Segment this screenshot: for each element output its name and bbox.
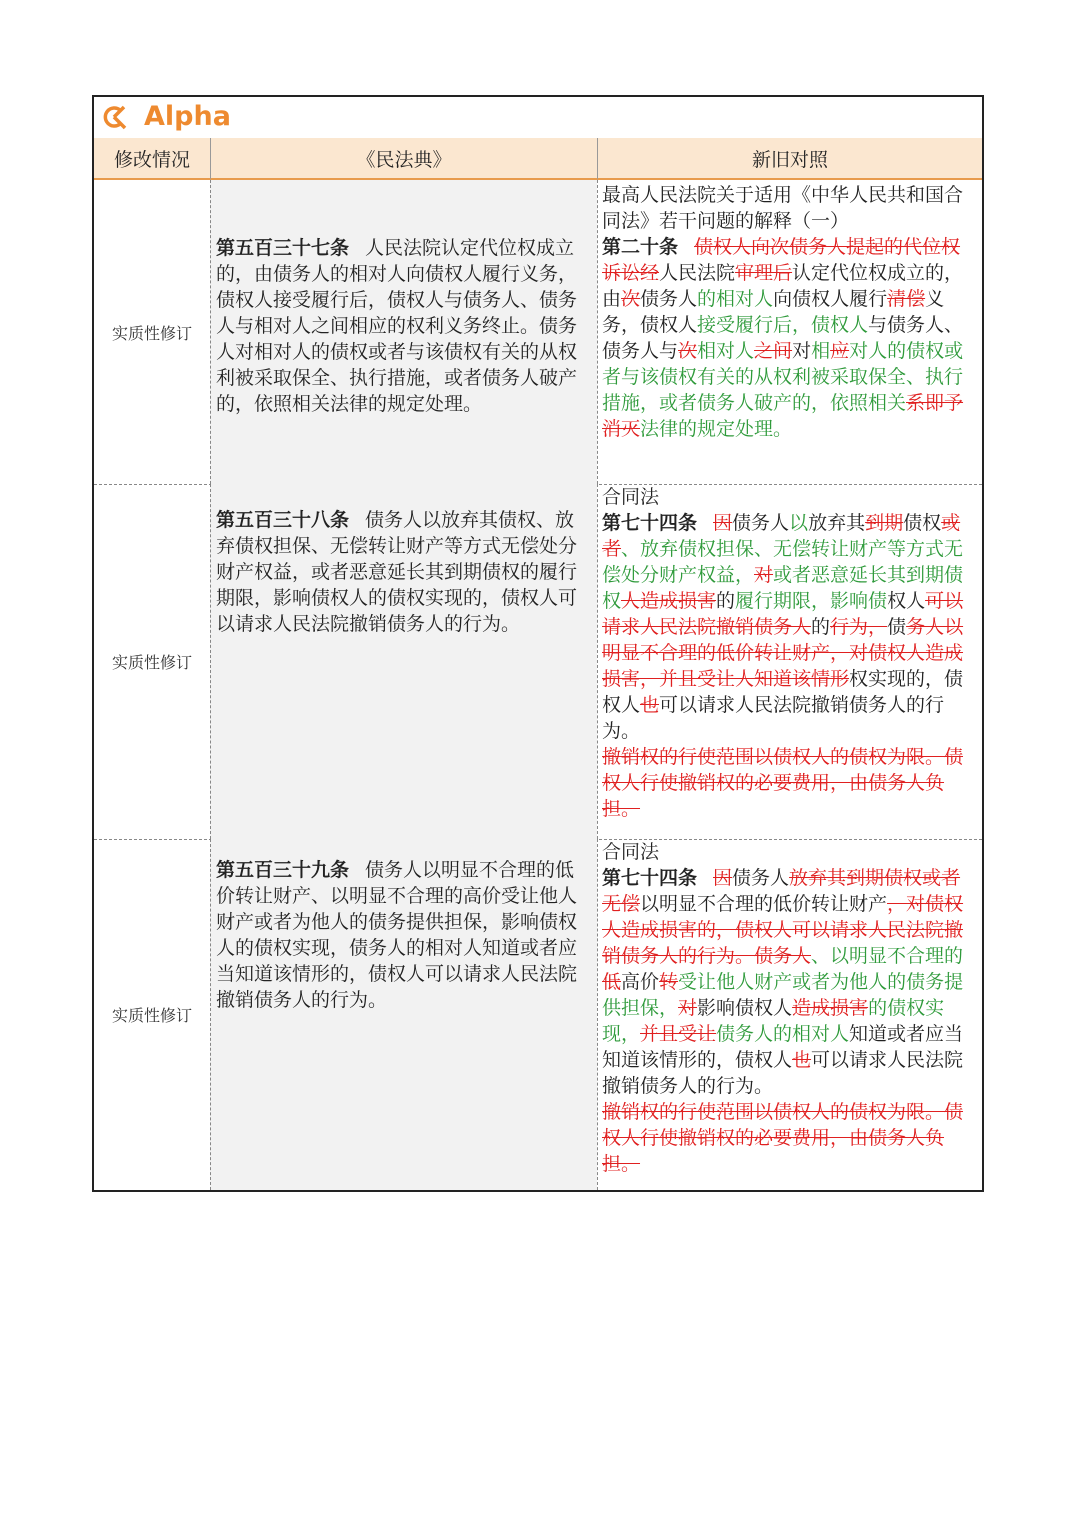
brand-bar <box>94 97 982 139</box>
deleted-text: 次 <box>678 340 698 362</box>
deleted-text: 对 <box>678 997 698 1019</box>
added-text: 相对人 <box>697 340 755 362</box>
header-civil-code: 《民法典》 <box>210 138 597 180</box>
added-text: 他人财产或者为他人的债务提供担保， <box>602 971 964 1019</box>
comparison-table <box>92 95 984 1192</box>
deleted-text: 造成损害 <box>792 997 869 1019</box>
old-article-number: 第七十四条 <box>602 867 698 889</box>
status-cell: 实质性修订 <box>111 1006 192 1025</box>
unchanged-text: 的 <box>716 590 736 612</box>
unchanged-text: 债务人 <box>732 867 790 889</box>
unchanged-text: 可以请求人民法院撤销债务人的行为。 <box>602 1049 964 1097</box>
status-cell: 实质性修订 <box>111 653 192 672</box>
article-text: 债务人以放弃其债权、放弃债权担保、无偿转让财产等方式无偿处分财产权益，或者恶意延长其到期债权的履行期限，影响债权人的债权实现的，债权人可以请求人民法院撤销债务人的行为。 <box>216 509 578 635</box>
deleted-text: 人造成损害 <box>621 590 717 612</box>
deleted-text: 撤销权的行使范围以债权人的债权为限。债权人行使撤销权的必要费用，由债务人负担。 <box>602 746 964 820</box>
added-text: 对人 <box>849 340 888 362</box>
header-comparison: 新旧对照 <box>597 138 982 180</box>
unchanged-text: 人民法院 <box>659 262 736 284</box>
deleted-text: 转 <box>659 971 679 993</box>
source-title: 合同法 <box>602 486 660 508</box>
added-text: 相 <box>811 340 831 362</box>
added-text: 的债权实现， <box>602 997 945 1045</box>
table-row <box>94 839 982 1190</box>
unchanged-text: 可以请求人民法院撤销债务人的行为。 <box>602 694 945 742</box>
civil-code-cell <box>210 484 597 839</box>
unchanged-text: 债 <box>887 616 907 638</box>
added-text: 或者恶意延长其 <box>773 564 907 586</box>
old-article-number: 第二十条 <box>602 236 679 258</box>
unchanged-text: 债务人 <box>732 512 790 534</box>
unchanged-text: 高价 <box>621 971 660 993</box>
added-text: 到期债权 <box>602 564 964 612</box>
article-text: 人民法院认定代位权成立的，由债务人的相对人向债权人履行义务，债权人接受履行后，债权人与债务人、债务人与相对人之间相应的权利义务终止。债务人对相对人的债权或者与该债权有关的从权利被采取保全、执行措施，或者债务人破产的，依照相关法律的规定处理。 <box>216 237 578 415</box>
deleted-text: 撤销权的行使范围以债权人的债权为限。债权人行使撤销权的必要费用，由债务人负担。 <box>602 1101 964 1175</box>
unchanged-text: 债务人 <box>640 288 698 310</box>
unchanged-text: 权实现的，债权人 <box>602 668 964 716</box>
added-text: 债务人的相对人 <box>716 1023 850 1045</box>
deleted-text: 清偿 <box>887 288 926 310</box>
deleted-text: 也 <box>792 1049 812 1071</box>
deleted-text: 也 <box>640 694 660 716</box>
status-cell: 实质性修订 <box>111 323 192 343</box>
deleted-text: 可以请求人民法院撤销债务人 <box>602 590 964 638</box>
added-text: 的债权或者与该债权有关的从权利被采取保全、执行措施，或者债务人破产的，依照相关 <box>602 340 964 414</box>
unchanged-text: 认定代位权成立的，由 <box>602 262 964 310</box>
deleted-text: 低 <box>602 971 622 993</box>
old-article-number: 第七十四条 <box>602 512 698 534</box>
unchanged-text: 向债权人履行 <box>773 288 888 310</box>
deleted-text: 之间 <box>754 340 793 362</box>
deleted-text: 并且受让 <box>640 1023 717 1045</box>
added-text: 法律的规定处理。 <box>640 418 793 440</box>
deleted-text: 务人以明显不合理的低价转让财产，对债权人造成损害，并且受让人知道该情形 <box>602 616 964 690</box>
deleted-text: 因 <box>713 512 733 534</box>
unchanged-text: 知道或者应当知道该情形的，债权人 <box>602 1023 964 1071</box>
added-text: 以 <box>789 512 809 534</box>
deleted-text: 债权人向次债务人提起的代位权诉讼经 <box>602 236 961 284</box>
civil-code-cell <box>210 180 597 484</box>
unchanged-text: 放弃其 <box>808 512 866 534</box>
article-number: 第五百三十八条 <box>216 509 350 531</box>
added-text: 受让 <box>678 971 717 993</box>
deleted-text: 或者 <box>602 512 961 560</box>
comparison-cell <box>597 839 982 1190</box>
unchanged-text: 权人 <box>887 590 926 612</box>
unchanged-text: 与债务人、债务人与 <box>602 314 964 362</box>
table-row <box>94 484 982 840</box>
deleted-text: 次 <box>621 288 641 310</box>
deleted-text: 应 <box>830 340 850 362</box>
article-text: 债务人以明显不合理的低价转让财产、以明显不合理的高价受让他人财产或者为他人的债务提供担保，影响债权人的债权实现，债务人的相对人知道或者应当知道该情形的，债权人可以请求人民法院撤销债务人的行为。 <box>216 859 578 1011</box>
added-text: 、放弃债权担保、无偿转让财产 <box>621 538 888 560</box>
added-text: 接受履行后，债权人 <box>697 314 869 336</box>
added-text: 等方式无偿处分财产权益， <box>602 538 964 586</box>
civil-code-cell <box>210 839 597 1190</box>
unchanged-text: 义务，债权人 <box>602 288 945 336</box>
deleted-text: 对 <box>754 564 774 586</box>
source-title: 合同法 <box>602 841 660 863</box>
added-text: 、以明显不合理的 <box>811 945 964 967</box>
comparison-cell <box>597 484 982 839</box>
deleted-text: 系即予消灭 <box>602 392 964 440</box>
added-text: 的相对人 <box>697 288 774 310</box>
deleted-text: 因 <box>713 867 733 889</box>
unchanged-text: 的 <box>811 616 831 638</box>
unchanged-text: 影响债权人 <box>697 997 793 1019</box>
added-text: 履行期限，影响债 <box>735 590 888 612</box>
unchanged-text: 对 <box>792 340 812 362</box>
unchanged-text: 以明显不合理的低价转让财产 <box>640 893 888 915</box>
comparison-cell <box>597 180 982 484</box>
deleted-text: 到期 <box>865 512 904 534</box>
table-row <box>94 180 982 485</box>
deleted-text: ，对债权人造成损害的，债权人可以请求人民法院撤销债务人的行为。债务人 <box>602 893 964 967</box>
deleted-text: 放弃其到期债权或者无偿 <box>602 867 961 915</box>
deleted-text: 审理后 <box>735 262 793 284</box>
article-number: 第五百三十九条 <box>216 859 350 881</box>
brand-name: Alpha <box>144 101 231 132</box>
source-title: 最高人民法院关于适用《中华人民共和国合同法》若干问题的解释（一） <box>602 184 964 232</box>
header-status: 修改情况 <box>94 138 210 180</box>
deleted-text: 行为， <box>830 616 888 638</box>
unchanged-text: 债权 <box>903 512 942 534</box>
article-number: 第五百三十七条 <box>216 237 350 259</box>
alpha-logo-icon <box>100 103 128 131</box>
